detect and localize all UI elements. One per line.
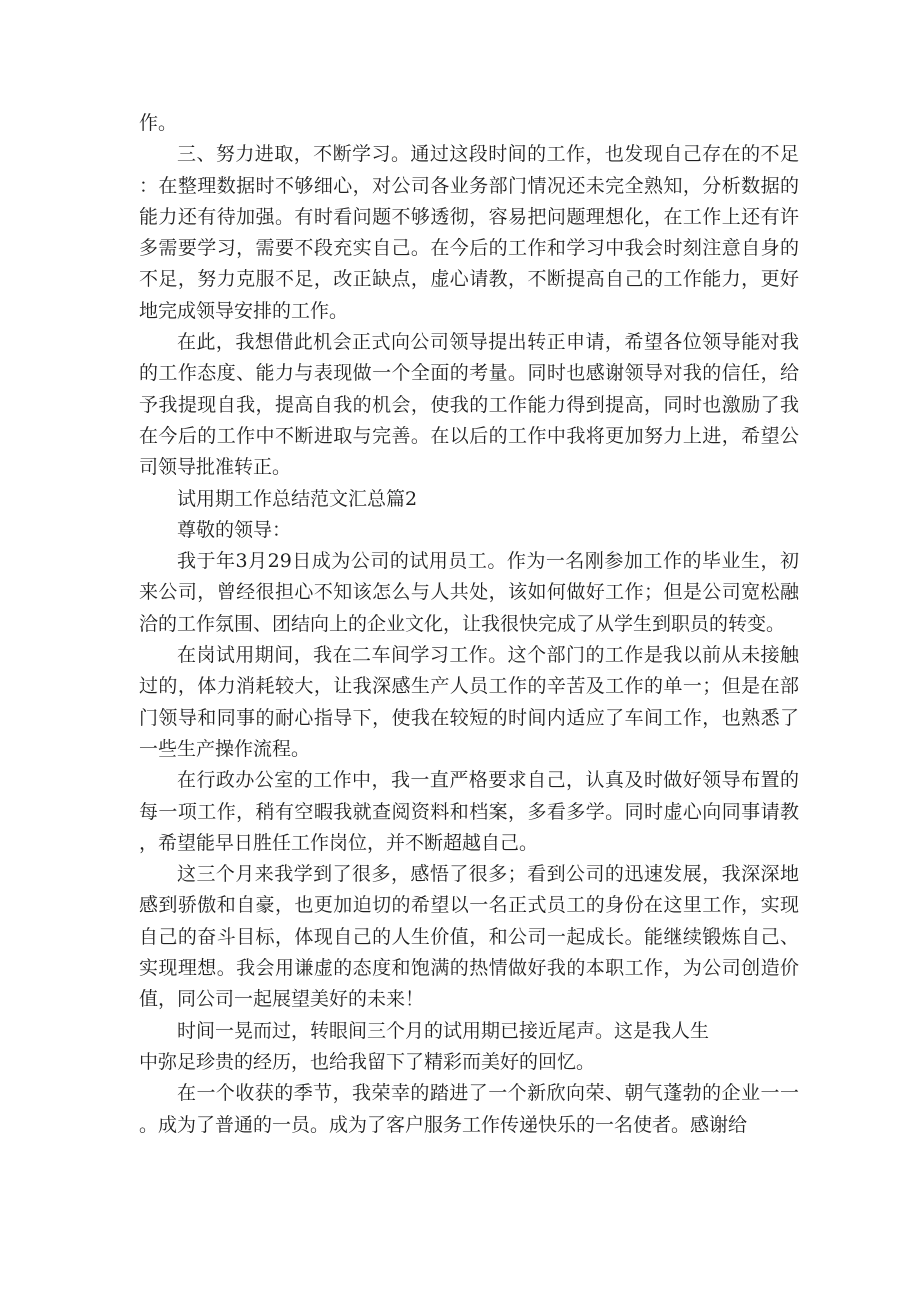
paragraph-intro: 我于年3月29日成为公司的试用员工。作为一名刚参加工作的毕业生，初来公司，曾经很担心不知该怎么与人共处，该如何做好工作；但是公司宽松融洽的工作氛围、团结向上的企业文化，让我很快完成了从学生到职员的转变。 [139,550,799,635]
paragraph-continuation: 作。 [139,112,178,134]
paragraph-season: 在一个收获的季节，我荣幸的踏进了一个新欣向荣、朝气蓬勃的企业一一。成为了普通的一员。成为了客户服务工作传递快乐的一名使者。感谢给 [139,1082,799,1136]
section-heading: 试用期工作总结范文汇总篇2 [177,487,418,510]
paragraph-study: 三、努力进取，不断学习。通过这段时间的工作，也发现自己存在的不足：在整理数据时不够细心，对公司各业务部门情况还未完全熟知，分析数据的能力还有待加强。有时看问题不够透彻，容易把问题理想化，在工作上还有许多需要学习，需要不段充实自己。在今后的工作和学习中我会时刻注意自身的不足，努力克服不足，改正缺点，虚心请教，不断提高自己的工作能力，更好地完成领导安排的工作。 [139,143,799,322]
document-body [139,108,799,1141]
salutation: 尊敬的领导： [177,518,292,541]
paragraph-workshop: 在岗试用期间，我在二车间学习工作。这个部门的工作是我以前从未接触过的，体力消耗较大，让我深感生产人员工作的辛苦及工作的单一；但是在部门领导和同事的耐心指导下，使我在较短的时间内适应了车间工作，也熟悉了一些生产操作流程。 [139,644,799,760]
paragraph-time-line1: 时间一晃而过，转眼间三个月的试用期已接近尾声。这是我人生 [177,1019,710,1042]
paragraph-application: 在此，我想借此机会正式向公司领导提出转正申请，希望各位领导能对我的工作态度、能力与表现做一个全面的考量。同时也感谢领导对我的信任，给予我提现自我，提高自我的机会，使我的工作能力得到提高，同时也激励了我在今后的工作中不断进取与完善。在以后的工作中我将更加努力上进，希望公司领导批准转正。 [139,331,799,479]
paragraph-reflection: 这三个月来我学到了很多，感悟了很多；看到公司的迅速发展，我深深地感到骄傲和自豪，也更加迫切的希望以一名正式员工的身份在这里工作，实现自己的奋斗目标，体现自己的人生价值，和公司一起成长。能继续锻炼自己、实现理想。我会用谦虚的态度和饱满的热情做好我的本职工作，为公司创造价值，同公司一起展望美好的未来！ [139,863,799,1011]
paragraph-office: 在行政办公室的工作中，我一直严格要求自己，认真及时做好领导布置的每一项工作，稍有空暇我就查阅资料和档案，多看多学。同时虚心向同事请教，希望能早日胜任工作岗位，并不断超越自己。 [139,769,799,854]
paragraph-time-line2: 中弥足珍贵的经历，也给我留下了精彩而美好的回忆。 [139,1050,596,1073]
